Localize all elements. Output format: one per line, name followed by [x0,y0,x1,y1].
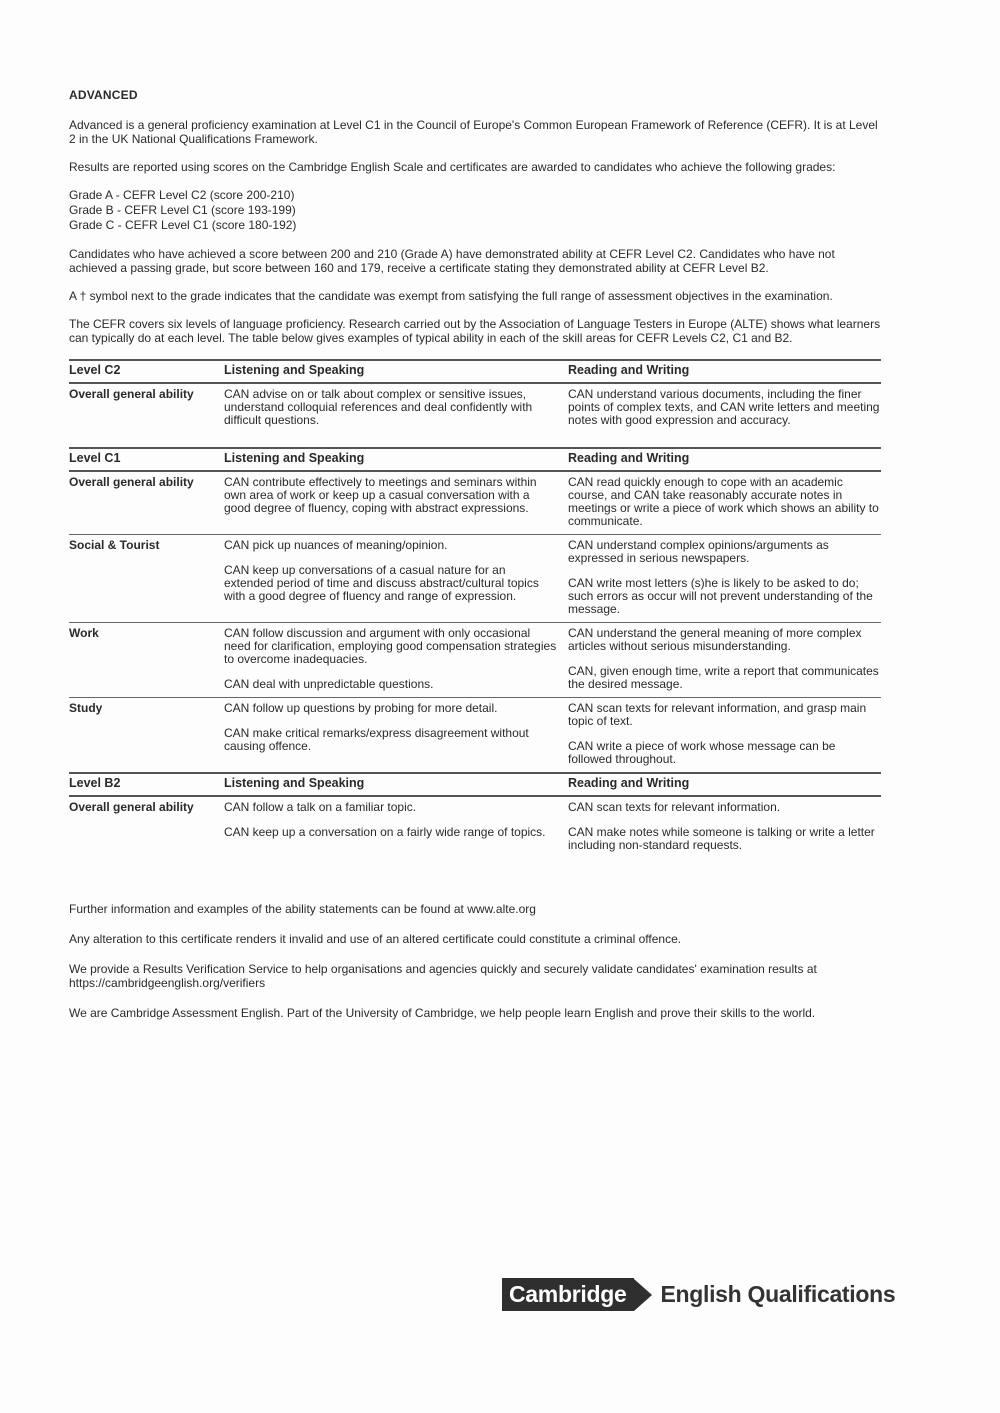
ability-statement: CAN, given enough time, write a report that communicates the desired message. [568,664,879,691]
row-label: Social & Tourist [69,535,224,623]
table-row [69,535,881,623]
ability-statement: CAN make critical remarks/express disagreement without causing offence. [224,726,529,753]
reading-writing-header: Reading and Writing [568,360,881,383]
listening-speaking-cell [224,535,568,623]
ability-statement: CAN scan texts for relevant information. [568,800,781,814]
reading-writing-cell [568,535,881,623]
logo-text: English Qualifications [660,1281,896,1307]
reading-writing-cell [568,698,881,774]
ability-statement: CAN deal with unpredictable questions. [224,677,434,691]
logo-arrow-icon [634,1279,652,1311]
exemption-paragraph: A † symbol next to the grade indicates that the candidate was exempt from satisfying the full range of assessment objectives in the examination. [69,289,833,303]
logo-brand: Cambridge [502,1278,634,1311]
footer-about-note: We are Cambridge Assessment English. Part of the University of Cambridge, we help people learn English and prove their skills to the world. [69,1006,816,1020]
ability-statement: CAN keep up a conversation on a fairly wide range of topics. [224,825,546,839]
level-label: Level B2 [69,773,224,796]
reading-writing-cell [568,383,881,433]
intro-paragraph-2: Results are reported using scores on the Cambridge English Scale and certificates are awarded to candidates who achieve the following grades: [69,160,836,174]
ability-statement: CAN make notes while someone is talking or write a letter including non-standard requests. [568,825,875,852]
ability-table [69,359,881,858]
table-row [69,471,881,535]
level-label: Level C2 [69,360,224,383]
grade-explanation-paragraph: Candidates who have achieved a score between 200 and 210 (Grade A) have demonstrated ability at CEFR Level C2. Candidates who have not achieved a passing grade, but score between 160 and 179, receive a certificate stating they demonstrated ability at CEFR Level B2. [69,247,835,275]
ability-statement: CAN understand various documents, including the finer points of complex texts, and CAN write letters and meeting notes with good expression and accuracy. [568,387,880,427]
listening-speaking-header: Listening and Speaking [224,448,568,471]
certificate-page [69,88,881,1036]
intro-paragraph-1: Advanced is a general proficiency examination at Level C1 in the Council of Europe's Common European Framework of Reference (CEFR). It is at Level 2 in the UK National Qualifications Framework. [69,118,878,146]
table-row [69,383,881,433]
row-label: Study [69,701,103,715]
table-row [69,796,881,858]
row-label: Overall general ability [69,471,224,535]
listening-speaking-header: Listening and Speaking [224,773,568,796]
ability-statement: CAN follow a talk on a familiar topic. [224,800,417,814]
ability-statement: CAN scan texts for relevant information, and grasp main topic of text. [568,701,867,728]
level-b2-header [69,773,881,796]
reading-writing-cell [568,623,881,698]
ability-statement: CAN advise on or talk about complex or sensitive issues, understand colloquial references and deal confidently with difficult questions. [224,387,533,427]
ability-statement: CAN pick up nuances of meaning/opinion. [224,538,448,552]
ability-statement: CAN follow up questions by probing for more detail. [224,701,498,715]
footer-verification-note: We provide a Results Verification Service to help organisations and agencies quickly and securely validate candidates' examination results at https://cambridgeenglish.org/verifiers [69,962,817,990]
level-c2-header [69,360,881,383]
page-title: ADVANCED [69,88,138,102]
reading-writing-header: Reading and Writing [568,773,881,796]
listening-speaking-cell [224,383,568,433]
cambridge-logo [502,1278,895,1311]
ability-statement: CAN understand complex opinions/arguments as expressed in serious newspapers. [568,538,829,565]
ability-statement: CAN keep up conversations of a casual nature for an extended period of time and discuss abstract/cultural topics with a good degree of fluency and range of expression. [224,563,539,603]
row-label: Overall general ability [69,800,194,814]
listening-speaking-header: Listening and Speaking [224,360,568,383]
footer-alteration-warning: Any alteration to this certificate renders it invalid and use of an altered certificate could constitute a criminal offence. [69,932,682,946]
grade-c: Grade C - CEFR Level C1 (score 180-192) [69,218,297,232]
grade-a: Grade A - CEFR Level C2 (score 200-210) [69,188,295,202]
row-label: Overall general ability [69,387,194,401]
footer-notes [69,902,881,1020]
listening-speaking-cell [224,471,568,535]
listening-speaking-cell [224,623,568,698]
reading-writing-cell [568,471,881,535]
ability-statement: CAN read quickly enough to cope with an academic course, and CAN take reasonably accurate notes in meetings or write a piece of work which shows an ability to communicate. [568,475,879,528]
listening-speaking-cell [224,796,568,858]
reading-writing-header: Reading and Writing [568,448,881,471]
footer-alte-note: Further information and examples of the ability statements can be found at www.alte.org [69,902,536,916]
ability-statement: CAN contribute effectively to meetings and seminars within own area of work or keep up a casual conversation with a good degree of fluency, coping with abstract expressions. [224,475,537,515]
table-row [69,623,881,698]
table-row [69,698,881,774]
level-label: Level C1 [69,448,224,471]
grade-b: Grade B - CEFR Level C1 (score 193-199) [69,203,296,217]
listening-speaking-cell [224,698,568,774]
level-c1-header [69,448,881,471]
ability-statement: CAN write a piece of work whose message can be followed throughout. [568,739,836,766]
grade-list [69,188,881,233]
ability-statement: CAN follow discussion and argument with only occasional need for clarification, employing good compensation strategies to overcome inadequacies. [224,626,557,666]
row-label: Work [69,623,224,698]
ability-statement: CAN understand the general meaning of more complex articles without serious misunderstanding. [568,626,862,653]
cefr-paragraph: The CEFR covers six levels of language proficiency. Research carried out by the Association of Language Testers in Europe (ALTE) shows what learners can typically do at each level. The table below gives examples of typical ability in each of the skill areas for CEFR Levels C2, C1 and B2. [69,317,881,345]
ability-statement: CAN write most letters (s)he is likely to be asked to do; such errors as occur will not prevent understanding of the message. [568,576,873,616]
reading-writing-cell [568,796,881,858]
